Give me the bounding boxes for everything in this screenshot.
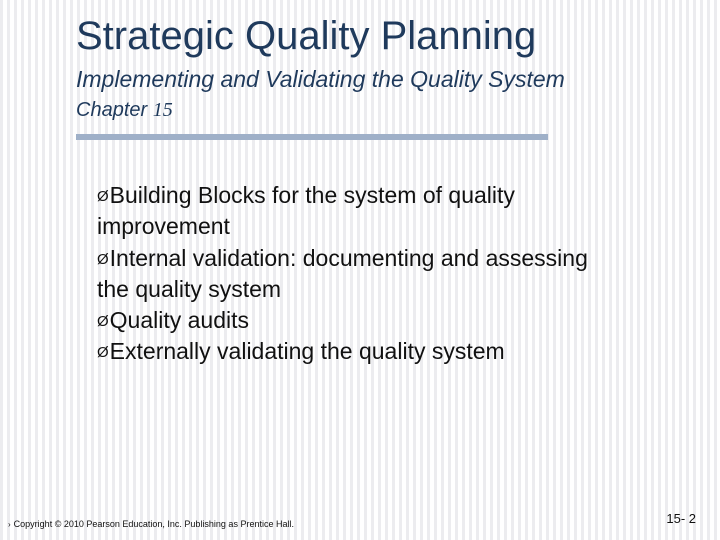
arrow-bullet-icon: Ø <box>97 313 109 331</box>
bullet-text: Building Blocks for the system of quality improvement <box>97 182 515 240</box>
footer-arrow-icon: › <box>8 520 11 529</box>
arrow-bullet-icon: Ø <box>97 344 109 362</box>
copyright-text: Copyright © 2010 Pearson Education, Inc. Publishing as Prentice Hall. <box>13 519 294 529</box>
arrow-bullet-icon: Ø <box>97 250 109 268</box>
slide-subtitle: Implementing and Validating the Quality System <box>76 66 565 92</box>
bullet-text: Quality audits <box>109 307 250 334</box>
chapter-label <box>76 99 173 122</box>
bullet-list <box>97 180 597 368</box>
title-divider <box>76 134 548 140</box>
bullet-item <box>97 180 597 243</box>
bullet-item <box>97 305 597 336</box>
bullet-item <box>97 243 597 306</box>
bullet-text: Internal validation: documenting and assessing the quality system <box>97 244 588 302</box>
page-number: 15- 2 <box>666 511 696 526</box>
chapter-label-text: Chapter <box>76 99 148 121</box>
bullet-item <box>97 336 597 367</box>
chapter-number: 15 <box>152 99 173 121</box>
bullet-text: Externally validating the quality system <box>109 338 505 365</box>
arrow-bullet-icon: Ø <box>97 188 109 205</box>
slide-title: Strategic Quality Planning <box>76 14 537 58</box>
copyright-footer <box>8 519 294 529</box>
